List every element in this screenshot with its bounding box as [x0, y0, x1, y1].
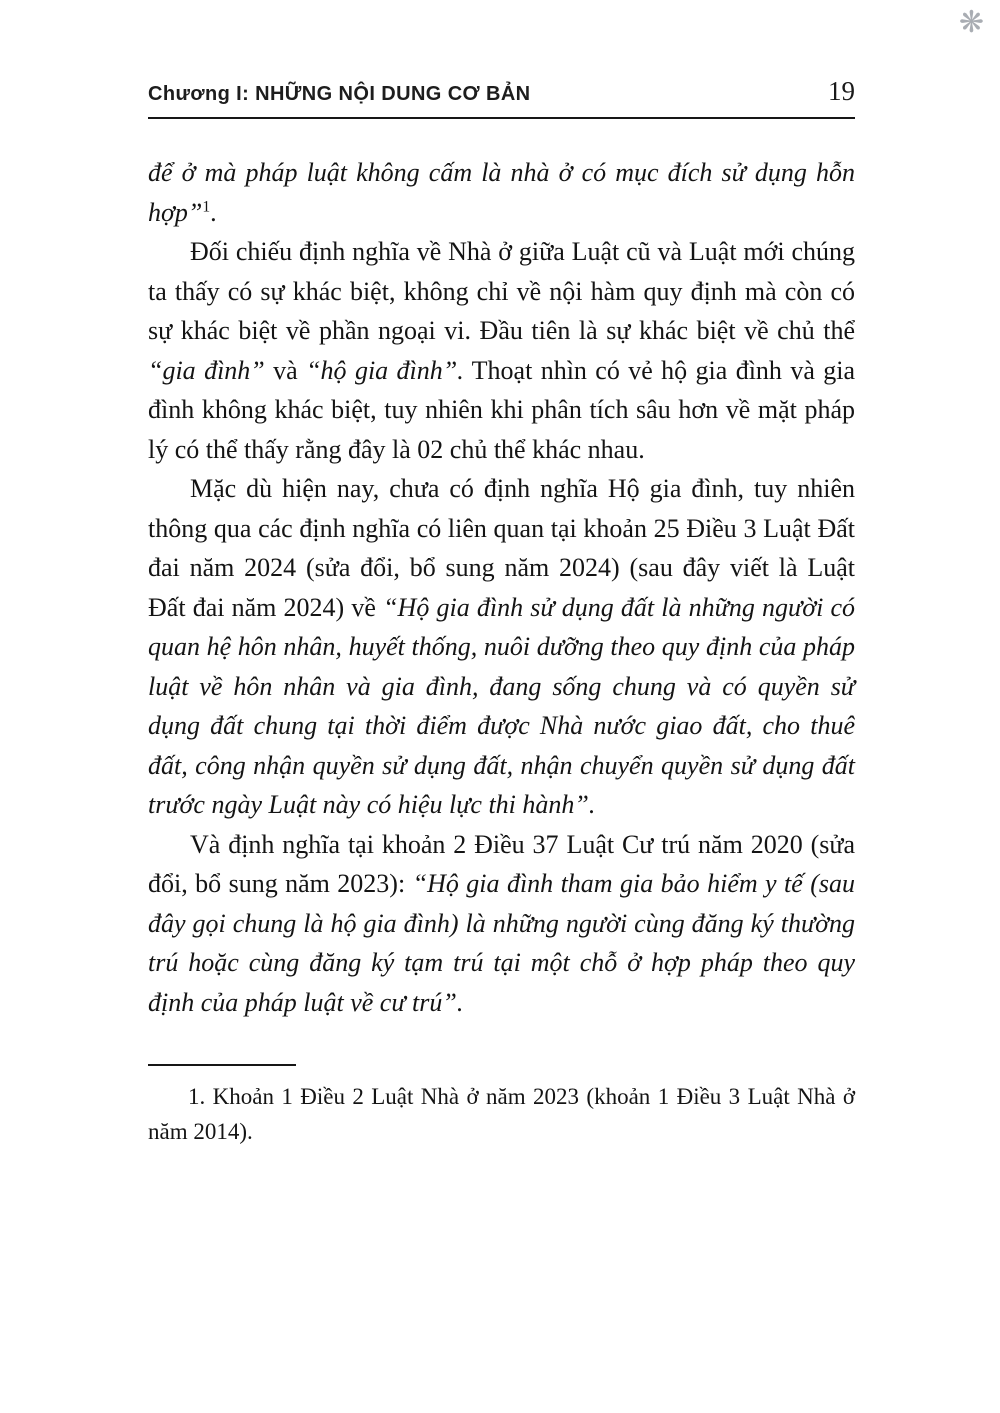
paragraph: [148, 825, 855, 1023]
page-number: 19: [828, 76, 855, 106]
flower-ornament-icon: ❋: [958, 5, 984, 40]
chapter-title: Chương I: NHỮNG NỘI DUNG CƠ BẢN: [148, 83, 531, 105]
running-header: [148, 76, 855, 107]
paragraph: [148, 469, 855, 825]
text-run: Mặc dù hiện nay, chưa có định nghĩa Hộ gia đình, tuy nhiên thông qua các định nghĩa có liên quan tại khoản 25 Điều 3 Luật Đất đai năm 2024 (sửa đổi, bổ sung năm 2024) (sau đây viết là Luật Đất đai năm 2024) về: [148, 474, 855, 622]
text-run: “Hộ gia đình sử dụng đất là những người có quan hệ hôn nhân, huyết thống, nuôi dưỡng theo quy định của pháp luật về hôn nhân và gia đình, đang sống chung và có quyền sử dụng đất chung tại thời điểm được Nhà nước giao đất, cho thuê đất, công nhận quyền sử dụng đất, nhận chuyển quyền sử dụng đất trước ngày Luật này có hiệu lực thi hành”.: [148, 592, 856, 820]
page-body: [148, 153, 855, 1022]
text-run: Và định nghĩa tại khoản 2 Điều 37 Luật Cư trú năm 2020 (sửa đổi, bổ sung năm 2023):: [148, 829, 855, 899]
text-run: Đối chiếu định nghĩa về Nhà ở giữa Luật cũ và Luật mới chúng ta thấy có sự khác biệt, không chỉ về nội hàm quy định mà còn có sự khác biệt về phần ngoại vi. Đầu tiên là sự khác biệt về chủ thể: [148, 237, 855, 346]
text-run: “gia đình”: [148, 355, 265, 385]
text-run: .: [210, 197, 217, 227]
text-run: để ở mà pháp luật không cấm là nhà ở có mục đích sử dụng hỗn hợp”: [148, 158, 855, 227]
footnote-reference: 1: [202, 197, 211, 215]
footnote-rule: [148, 1064, 296, 1066]
text-run: “Hộ gia đình tham gia bảo hiểm y tế (sau đây gọi chung là hộ gia đình) là những người cùng đăng ký thường trú hoặc cùng đăng ký tạm trú tại một chỗ ở hợp pháp theo quy định của pháp luật về cư trú”.: [148, 869, 855, 1017]
text-run: “hộ gia đình”.: [306, 355, 464, 385]
footnote-text: 1. Khoản 1 Điều 2 Luật Nhà ở năm 2023 (khoản 1 Điều 3 Luật Nhà ở năm 2014).: [148, 1084, 855, 1144]
footnote-block: [148, 1064, 855, 1149]
paragraph: [148, 232, 855, 469]
header-rule: [148, 117, 855, 119]
text-run: và: [264, 355, 307, 385]
text-run: Thoạt nhìn có vẻ hộ gia đình và gia đình không khác biệt, tuy nhiên khi phân tích sâu hơn về mặt pháp lý có thể thấy rằng đây là 02 chủ thể khác nhau.: [148, 355, 856, 464]
paragraph-continuation: [148, 153, 855, 232]
